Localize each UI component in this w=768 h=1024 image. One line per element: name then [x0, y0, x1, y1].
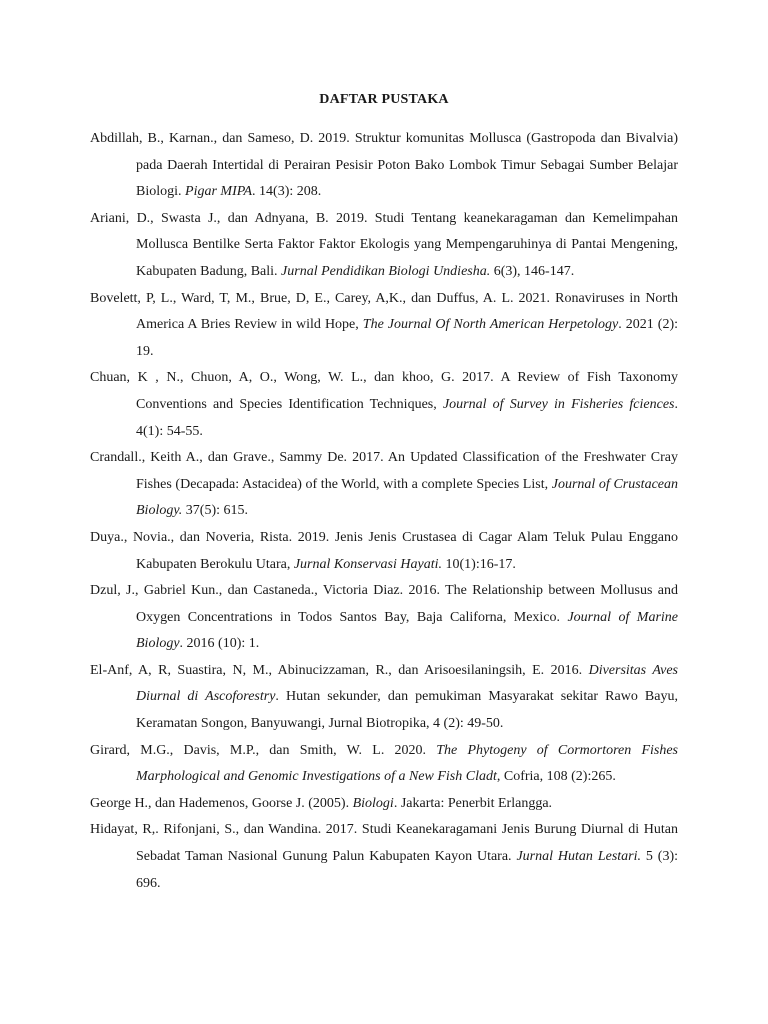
- page-title: DAFTAR PUSTAKA: [319, 92, 449, 107]
- reference-entry: [90, 738, 678, 791]
- reference-text: Ariani, D., Swasta J., dan Adnyana, B. 2019. Studi Tentang keanekaragaman dan Kemelimpahan Mollusca Bentilke Serta Faktor Faktor Ekologis yang Mempengaruhinya di Pantai Mengening, Kabupaten Badung, Bali.: [90, 210, 678, 279]
- reference-source: The Phytogeny of Cormortoren Fishes Marphological and Genomic Investigations of a New Fish Cladt: [136, 742, 678, 785]
- reference-source: Diversitas Aves Diurnal di Ascoforestry: [136, 662, 678, 705]
- reference-details: . Jakarta: Penerbit Erlangga.: [393, 795, 553, 811]
- reference-details: . 14(3): 208.: [252, 184, 322, 200]
- reference-details: . 2021 (2): 19.: [136, 317, 678, 359]
- reference-text: Dzul, J., Gabriel Kun., dan Castaneda., Victoria Diaz. 2016. The Relationship between Mollusus and Oxygen Concentrations in Todos Santos Bay, Baja Californa, Mexico.: [90, 583, 678, 625]
- reference-text: Chuan, K , N., Chuon, A, O., Wong, W. L., dan khoo, G. 2017. A Review of Fish Taxonomy Conventions and Species Identification Techniques,: [90, 370, 678, 412]
- reference-source: Journal of Crustacean Biology.: [136, 476, 679, 519]
- reference-source: Journal of Survey in Fisheries fciences: [442, 396, 675, 412]
- reference-source: Jurnal Pendidikan Biologi Undiesha.: [281, 263, 491, 279]
- reference-entry: [90, 286, 678, 366]
- reference-text: Duya., Novia., dan Noveria, Rista. 2019. Jenis Jenis Crustasea di Cagar Alam Teluk Pulau Enggano Kabupaten Berokulu Utara,: [90, 529, 678, 572]
- reference-entry: [90, 791, 678, 818]
- reference-entry: [90, 578, 678, 658]
- reference-text: Girard, M.G., Davis, M.P., dan Smith, W. L. 2020.: [90, 742, 437, 758]
- reference-details: . 2016 (10): 1.: [179, 636, 260, 652]
- reference-source: Jurnal Konservasi Hayati.: [293, 556, 442, 572]
- reference-source: Journal of Marine Biology: [136, 609, 679, 652]
- reference-entry: [90, 525, 678, 578]
- reference-details: 10(1):16-17.: [442, 556, 516, 572]
- reference-source: Pigar MIPA: [185, 184, 253, 200]
- reference-details: 5 (3): 696.: [136, 849, 679, 891]
- reference-source: Biologi: [352, 795, 394, 811]
- reference-details: 6(3), 146-147.: [490, 263, 575, 279]
- reference-text: El-Anf, A, R, Suastira, N, M., Abinucizzaman, R., dan Arisoesilaningsih, E. 2016.: [90, 662, 589, 678]
- reference-entry: [90, 445, 678, 525]
- reference-text: Crandall., Keith A., dan Grave., Sammy De. 2017. An Updated Classification of the Freshwater Cray Fishes (Decapada: Astacidea) of the World, with a complete Species List,: [90, 450, 678, 492]
- reference-entry: [90, 658, 678, 738]
- reference-source: Jurnal Hutan Lestari.: [516, 849, 641, 865]
- reference-text: George H., dan Hademenos, Goorse J. (2005).: [90, 795, 353, 811]
- reference-entry: [90, 365, 678, 445]
- reference-details: . 4(1): 54-55.: [136, 396, 678, 439]
- reference-entry: [90, 817, 678, 897]
- reference-text: Bovelett, P, L., Ward, T, M., Brue, D, E., Carey, A,K., dan Duffus, A. L. 2021. Ronaviruses in North America A Bries Review in wild Hope,: [90, 290, 678, 333]
- reference-details: , Cofria, 108 (2):265.: [496, 769, 616, 785]
- reference-list: [90, 126, 678, 897]
- reference-source: The Journal Of North American Herpetology: [362, 317, 619, 333]
- reference-entry: [90, 206, 678, 286]
- reference-details: . Hutan sekunder, dan pemukiman Masyarakat sekitar Rawo Bayu, Keramatan Songon, Banyuwangi, Jurnal Biotropika, 4 (2): 49-50.: [136, 689, 678, 732]
- reference-text: Hidayat, R,. Rifonjani, S., dan Wandina. 2017. Studi Keanekaragamani Jenis Burung Diurnal di Hutan Sebadat Taman Nasional Gunung Palun Kabupaten Kayon Utara.: [90, 822, 678, 865]
- reference-entry: [90, 126, 678, 206]
- reference-details: 37(5): 615.: [182, 503, 248, 519]
- reference-text: Abdillah, B., Karnan., dan Sameso, D. 2019. Struktur komunitas Mollusca (Gastropoda dan Bivalvia) pada Daerah Intertidal di Perairan Pesisir Poton Bako Lombok Timur Sebagai Sumber Belajar Biologi.: [90, 131, 678, 200]
